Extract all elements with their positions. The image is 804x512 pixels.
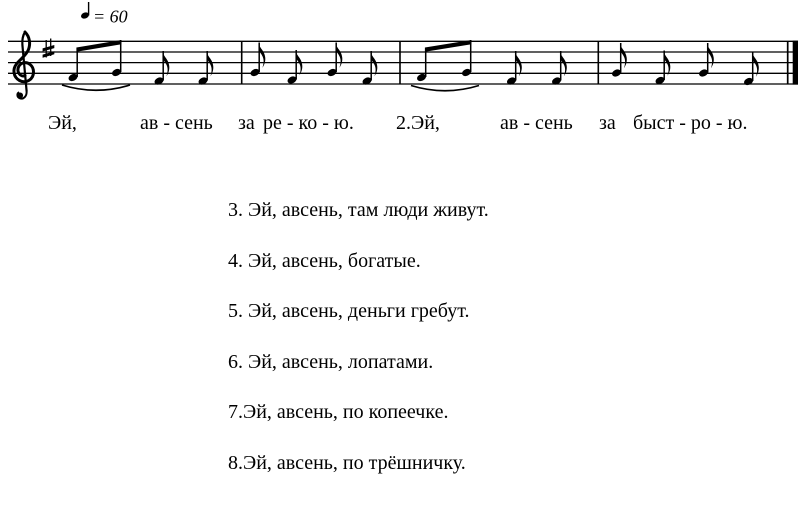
verse-line: 8.Эй, авсень, по трёшничку. (228, 451, 466, 474)
lyric-syllable: ре - ко - ю. (263, 112, 354, 134)
verse-line: 5. Эй, авсень, деньги гребут. (228, 300, 470, 322)
tempo-text: = 60 (93, 6, 128, 27)
verse-line: 4. Эй, авсень, богатые. (228, 249, 421, 272)
verse-line: 6. Эй, авсень, лопатами. (228, 350, 434, 373)
verse-line: 7.Эй, авсень, по копеечке. (228, 401, 449, 423)
lyric-syllable: за (238, 112, 255, 134)
lyric-syllable: 2.Эй, (396, 112, 440, 134)
lyric-syllable: Эй, (48, 112, 77, 134)
lyric-syllable: быст - ро - ю. (633, 112, 748, 134)
slur (411, 86, 479, 91)
final-barline-thick (793, 41, 798, 85)
slur (62, 85, 130, 90)
lyric-syllable: ав - сень (500, 112, 573, 134)
sharp-icon (43, 45, 55, 52)
verse-line: 3. Эй, авсень, там люди живут. (228, 199, 489, 221)
treble-clef-icon (17, 93, 23, 99)
lyric-syllable: ав - сень (140, 112, 213, 134)
lyric-syllable: за (599, 112, 616, 134)
